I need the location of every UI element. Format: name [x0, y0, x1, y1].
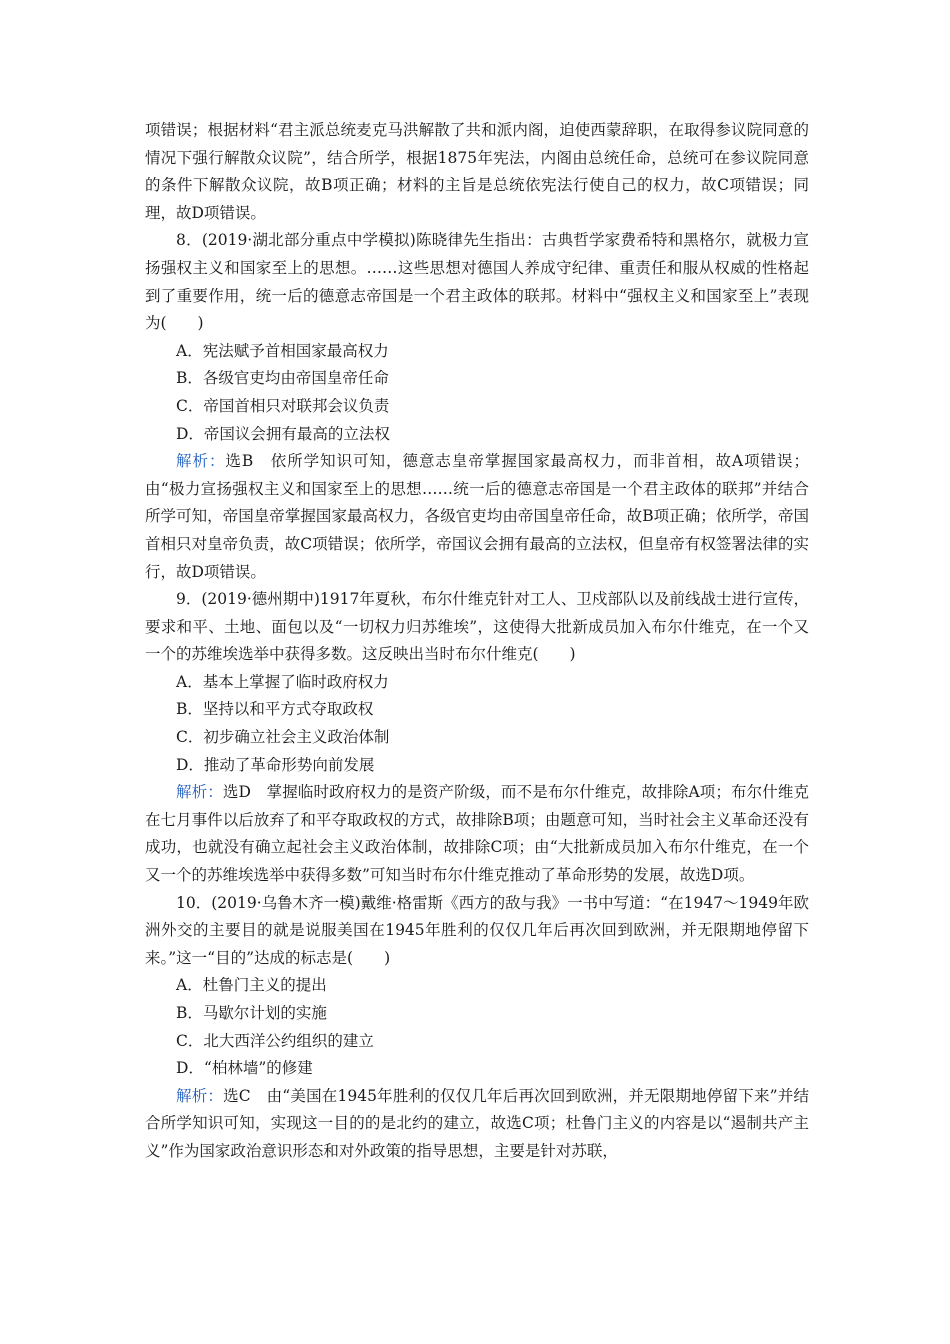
option-a: A．基本上掌握了临时政府权力 — [176, 672, 389, 691]
option-b: B．各级官吏均由帝国皇帝任命 — [176, 369, 389, 388]
analysis-paragraph — [145, 448, 809, 586]
analysis-text: 选D 掌握临时政府权力的是资产阶级，而不是布尔什维克，故排除A项；布尔什维克在七月事件以后放弃了和平夺取政权的方式，故排除B项；由题意可知，当时社会主义革命还没有成功，也就没有确立起社会主义政治体制，故排除C项；由“大批新成员加入布尔什维克，在一个又一个的苏维埃选举中获得多数”可知当时布尔什维克推动了革命形势的发展，故选D项。 — [145, 783, 809, 885]
analysis-paragraph — [145, 779, 809, 889]
question-8 — [145, 227, 809, 586]
analysis-label: 解析： — [176, 1086, 224, 1105]
analysis-label: 解析： — [176, 452, 226, 471]
analysis-paragraph — [145, 1083, 809, 1166]
analysis-text: 选C 由“美国在1945年胜利的仅仅几年后再次回到欧洲，并无限期地停留下来”并结合所学知识可知，实现这一目的的是北约的建立，故选C项；杜鲁门主义的内容是以“遏制共产主义”作为国家政治意识形态和对外政策的指导思想，主要是针对苏联， — [145, 1086, 809, 1160]
option-c: C．北大西洋公约组织的建立 — [176, 1031, 374, 1050]
question-9 — [145, 586, 809, 890]
question-stem: 8．(2019·湖北部分重点中学模拟)陈晓律先生指出：古典哲学家费希特和黑格尔，就极力宣扬强权主义和国家至上的思想。……这些思想对德国人养成守纪律、重责任和服从权威的性格起到了重要作用，统一后的德意志帝国是一个君主政体的联邦。材料中“强权主义和国家至上”表现为( ) — [145, 231, 809, 333]
analysis-text: 选B 依所学知识可知，德意志皇帝掌握国家最高权力，而非首相，故A项错误；由“极力宣扬强权主义和国家至上的思想……统一后的德意志帝国是一个君主政体的联邦”并结合所学可知，帝国皇帝掌握国家最高权力，各级官吏均由帝国皇帝任命，故B项正确；依所学，帝国首相只对皇帝负责，故C项错误；依所学，帝国议会拥有最高的立法权，但皇帝有权签署法律的实行，故D项错误。 — [145, 452, 809, 581]
option-d: D．推动了革命形势向前发展 — [176, 755, 375, 774]
option-b: B．坚持以和平方式夺取政权 — [176, 700, 374, 719]
option-a: A．宪法赋予首相国家最高权力 — [176, 341, 389, 360]
option-d: D．帝国议会拥有最高的立法权 — [176, 424, 390, 443]
question-10 — [145, 890, 809, 1166]
option-c: C．帝国首相只对联邦会议负责 — [176, 396, 390, 415]
option-b: B．马歇尔计划的实施 — [176, 1004, 327, 1022]
option-d: D．“柏林墙”的修建 — [176, 1059, 313, 1078]
question-stem: 9．(2019·德州期中)1917年夏秋，布尔什维克针对工人、卫戍部队以及前线战士进行宣传，要求和平、土地、面包以及“一切权力归苏维埃”，这使得大批新成员加入布尔什维克，在一个又一个的苏维埃选举中获得多数。这反映出当时布尔什维克( ) — [145, 590, 809, 664]
document-page — [145, 117, 809, 1166]
analysis-label: 解析： — [176, 783, 223, 802]
question-stem: 10．(2019·乌鲁木齐一模)戴维·格雷斯《西方的敌与我》一书中写道：“在1947～1949年欧洲外交的主要目的就是说服美国在1945年胜利的仅仅几年后再次回到欧洲，并无限期地停留下来。”这一“目的”达成的标志是( ) — [145, 893, 809, 967]
option-a: A．杜鲁门主义的提出 — [176, 976, 327, 995]
option-c: C．初步确立社会主义政治体制 — [176, 728, 390, 747]
carryover-paragraph: 项错误；根据材料“君主派总统麦克马洪解散了共和派内阁，迫使西蒙辞职，在取得参议院同意的情况下强行解散众议院”，结合所学，根据1875年宪法，内阁由总统任命，总统可在参议院同意的条件下解散众议院，故B项正确；材料的主旨是总统依宪法行使自己的权力，故C项错误；同理，故D项错误。 — [145, 121, 809, 222]
